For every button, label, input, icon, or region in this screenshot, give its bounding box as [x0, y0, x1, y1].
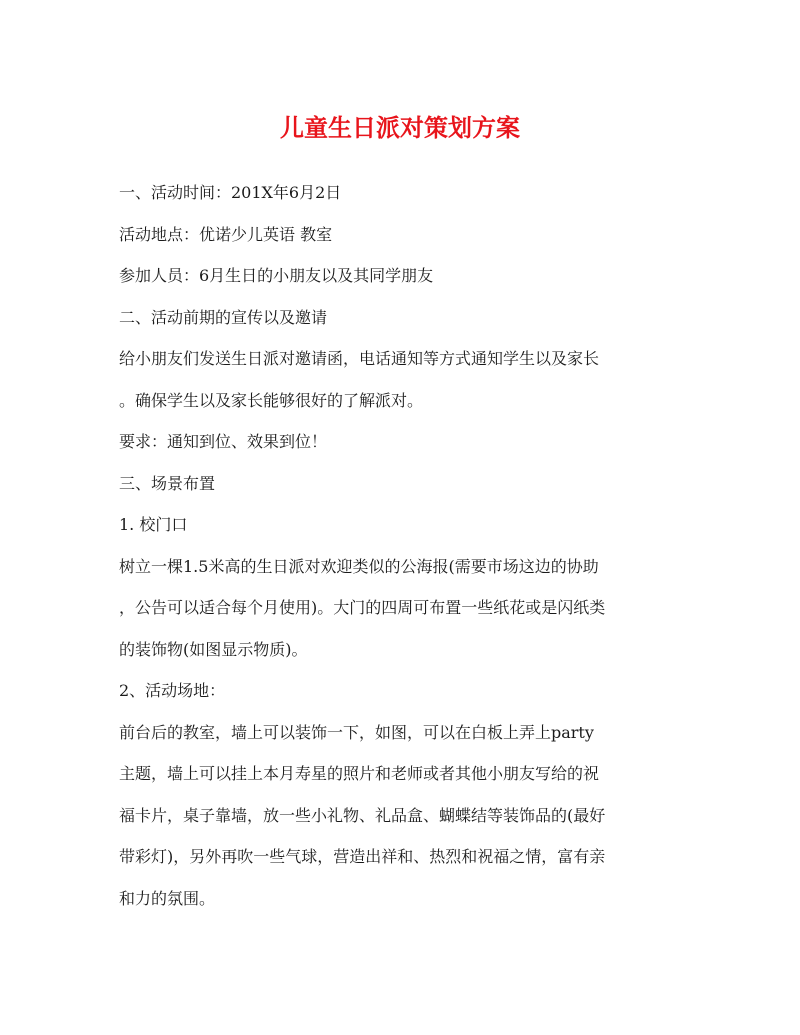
paragraph-line: ，公告可以适合每个月使用)。大门的四周可布置一些纸花或是闪纸类 [119, 598, 606, 617]
paragraph-line: 福卡片，桌子靠墙，放一些小礼物、礼品盒、蝴蝶结等装饰品的(最好 [119, 805, 606, 825]
paragraph-line: 1. 校门口 [119, 515, 188, 534]
document-body [119, 172, 689, 919]
paragraph-line: 给小朋友们发送生日派对邀请函，电话通知等方式通知学生以及家长 [119, 349, 600, 368]
paragraph-line: 前台后的教室，墙上可以装饰一下，如图，可以在白板上弄上party [119, 722, 594, 742]
paragraph-line: 活动地点：优诺少儿英语 教室 [119, 224, 333, 244]
paragraph-line: 二、活动前期的宣传以及邀请 [119, 307, 328, 327]
paragraph-line: 树立一棵1.5米高的生日派对欢迎类似的公海报(需要市场这边的协助 [119, 556, 599, 576]
paragraph-line: 。确保学生以及家长能够很好的了解派对。 [119, 390, 424, 410]
paragraph-line: 要求：通知到位、效果到位！ [119, 432, 328, 451]
paragraph-line: 一、活动时间：201X年6月2日 [119, 183, 342, 202]
paragraph-line: 的装饰物(如图显示物质)。 [119, 639, 308, 659]
paragraph-line: 带彩灯)，另外再吹一些气球，营造出祥和、热烈和祝福之情，富有亲 [119, 847, 606, 866]
paragraph-line: 主题，墙上可以挂上本月寿星的照片和老师或者其他小朋友写给的祝 [119, 764, 600, 783]
paragraph-line: 2、活动场地： [119, 681, 226, 700]
paragraph-line: 三、场景布置 [119, 473, 216, 493]
paragraph-line: 和力的氛围。 [119, 888, 216, 908]
document-title: 儿童生日派对策划方案 [280, 113, 520, 142]
paragraph-line: 参加人员：6月生日的小朋友以及其同学朋友 [119, 266, 434, 285]
